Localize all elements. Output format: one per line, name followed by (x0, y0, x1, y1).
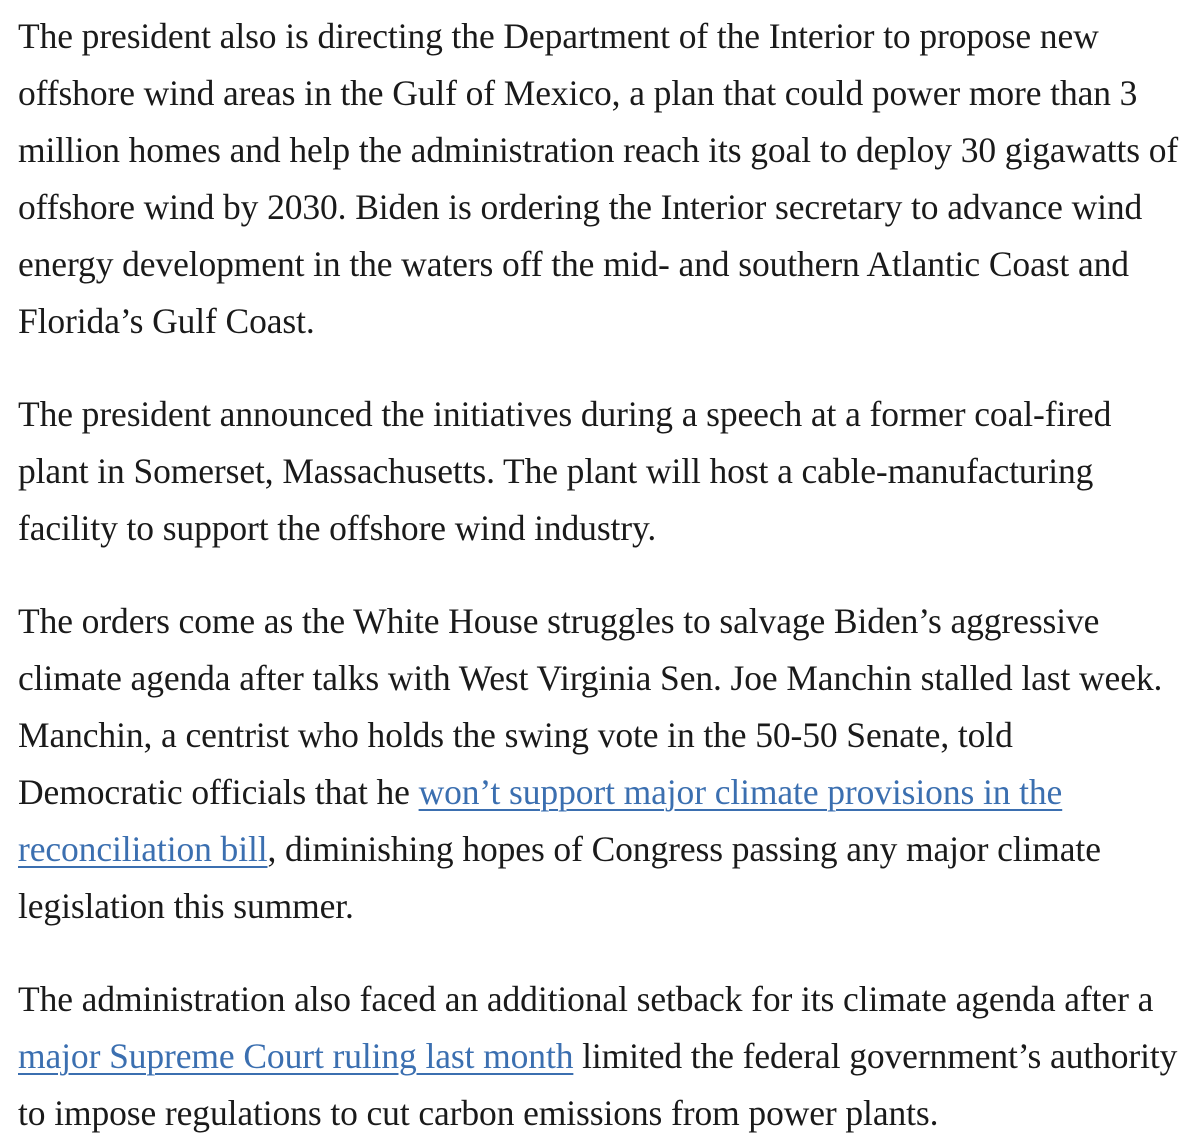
paragraph-text: The orders come as the White House struggles to salvage Biden’s aggressive climate agenda after talks with West Virginia Sen. Joe Manchin stalled last week. Manchin, a centrist who holds the swing vote in the 50-50 Senate, told Democratic officials that he (18, 601, 1163, 812)
paragraph-text: limited the federal government’s authority to impose regulations to cut carbon emissions from power plants. (18, 1036, 1178, 1133)
paragraph-text: The administration also faced an additional setback for its climate agenda after a (18, 979, 1154, 1019)
paragraph-offshore-wind (18, 8, 1184, 350)
manchin-climate-provisions-link[interactable]: won’t support major climate provisions in the reconciliation bill (18, 772, 1063, 869)
paragraph-supreme-court (18, 971, 1184, 1142)
paragraph-manchin (18, 593, 1184, 935)
paragraph-text: The president announced the initiatives during a speech at a former coal-fired plant in Somerset, Massachusetts. The plant will host a cable-manufacturing facility to support the offshore wind industry. (18, 394, 1112, 548)
paragraph-text: , diminishing hopes of Congress passing any major climate legislation this summer. (18, 829, 1101, 926)
paragraph-text: The president also is directing the Department of the Interior to propose new offshore wind areas in the Gulf of Mexico, a plan that could power more than 3 million homes and help the administration reach its goal to deploy 30 gigawatts of offshore wind by 2030. Biden is ordering the Interior secretary to advance wind energy development in the waters off the mid- and southern Atlantic Coast and Florida’s Gulf Coast. (18, 16, 1179, 341)
paragraph-somerset-speech (18, 386, 1184, 557)
supreme-court-ruling-link[interactable]: major Supreme Court ruling last month (18, 1036, 574, 1076)
